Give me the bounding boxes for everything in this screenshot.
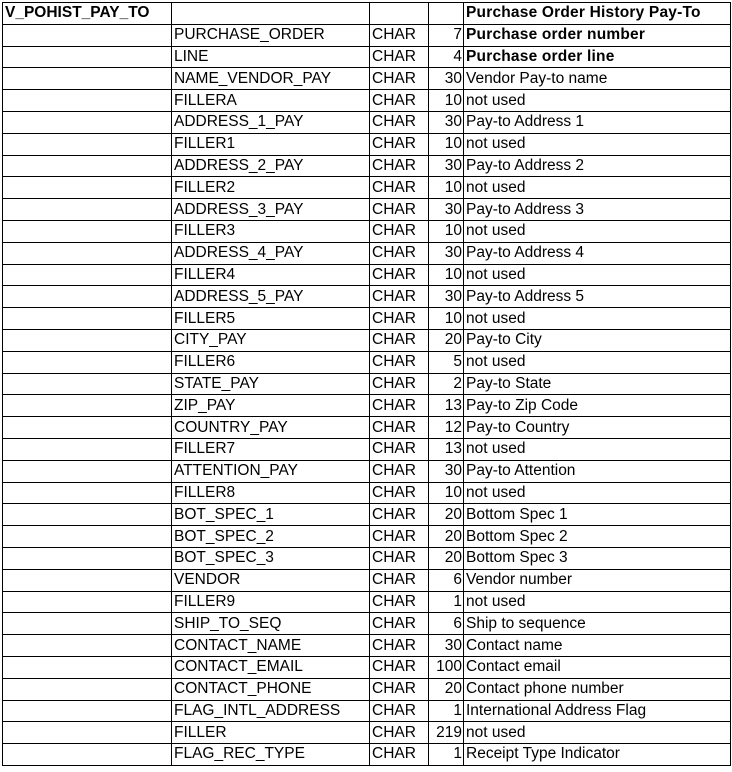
empty-key-cell — [3, 700, 172, 722]
table-row — [3, 286, 731, 308]
field-length-cell: 10 — [429, 264, 464, 286]
table-row — [3, 526, 731, 548]
table-row — [3, 90, 731, 112]
empty-key-cell — [3, 264, 172, 286]
field-description-cell: Pay-to Address 3 — [464, 199, 731, 221]
field-name-cell: COUNTRY_PAY — [172, 417, 370, 439]
empty-cell — [429, 3, 464, 25]
table-name-cell: V_POHIST_PAY_TO — [3, 3, 172, 25]
field-length-cell: 1 — [429, 700, 464, 722]
field-name-cell: FILLER1 — [172, 133, 370, 155]
field-type-cell: CHAR — [370, 177, 429, 199]
field-name-cell: FILLER4 — [172, 264, 370, 286]
table-row — [3, 220, 731, 242]
field-type-cell: CHAR — [370, 308, 429, 330]
field-type-cell: CHAR — [370, 68, 429, 90]
field-length-cell: 30 — [429, 111, 464, 133]
empty-cell — [172, 3, 370, 25]
field-name-cell: FILLER6 — [172, 351, 370, 373]
table-row — [3, 68, 731, 90]
field-description-cell: not used — [464, 308, 731, 330]
field-description-cell: Pay-to City — [464, 329, 731, 351]
table-row — [3, 744, 731, 766]
table-row — [3, 46, 731, 68]
field-name-cell: STATE_PAY — [172, 373, 370, 395]
field-type-cell: CHAR — [370, 678, 429, 700]
empty-key-cell — [3, 242, 172, 264]
field-type-cell: CHAR — [370, 24, 429, 46]
empty-key-cell — [3, 526, 172, 548]
table-row — [3, 329, 731, 351]
field-description-cell: Purchase order number — [464, 24, 731, 46]
field-type-cell: CHAR — [370, 482, 429, 504]
table-row — [3, 155, 731, 177]
field-length-cell: 13 — [429, 395, 464, 417]
empty-key-cell — [3, 656, 172, 678]
empty-key-cell — [3, 199, 172, 221]
empty-key-cell — [3, 155, 172, 177]
table-row — [3, 264, 731, 286]
field-type-cell: CHAR — [370, 504, 429, 526]
table-row — [3, 438, 731, 460]
field-type-cell: CHAR — [370, 744, 429, 766]
field-length-cell: 6 — [429, 569, 464, 591]
field-name-cell: ADDRESS_3_PAY — [172, 199, 370, 221]
field-description-cell: not used — [464, 438, 731, 460]
field-length-cell: 30 — [429, 635, 464, 657]
empty-key-cell — [3, 678, 172, 700]
field-type-cell: CHAR — [370, 700, 429, 722]
field-length-cell: 219 — [429, 722, 464, 744]
header-row — [3, 3, 731, 25]
table-row — [3, 133, 731, 155]
field-description-cell: Bottom Spec 1 — [464, 504, 731, 526]
field-type-cell: CHAR — [370, 111, 429, 133]
table-row — [3, 417, 731, 439]
field-description-cell: not used — [464, 351, 731, 373]
field-name-cell: NAME_VENDOR_PAY — [172, 68, 370, 90]
field-description-cell: not used — [464, 722, 731, 744]
field-length-cell: 10 — [429, 220, 464, 242]
empty-key-cell — [3, 395, 172, 417]
field-length-cell: 30 — [429, 242, 464, 264]
field-type-cell: CHAR — [370, 351, 429, 373]
field-description-cell: not used — [464, 482, 731, 504]
field-type-cell: CHAR — [370, 220, 429, 242]
field-type-cell: CHAR — [370, 133, 429, 155]
field-length-cell: 20 — [429, 678, 464, 700]
field-description-cell: Ship to sequence — [464, 613, 731, 635]
field-name-cell: FLAG_INTL_ADDRESS — [172, 700, 370, 722]
empty-key-cell — [3, 24, 172, 46]
field-type-cell: CHAR — [370, 656, 429, 678]
field-length-cell: 20 — [429, 526, 464, 548]
field-description-cell: International Address Flag — [464, 700, 731, 722]
empty-key-cell — [3, 417, 172, 439]
field-length-cell: 30 — [429, 199, 464, 221]
empty-cell — [370, 3, 429, 25]
empty-key-cell — [3, 373, 172, 395]
field-name-cell: ZIP_PAY — [172, 395, 370, 417]
field-length-cell: 10 — [429, 308, 464, 330]
empty-key-cell — [3, 351, 172, 373]
field-description-cell: Pay-to Address 1 — [464, 111, 731, 133]
field-description-cell: not used — [464, 220, 731, 242]
field-length-cell: 20 — [429, 329, 464, 351]
field-length-cell: 13 — [429, 438, 464, 460]
field-length-cell: 7 — [429, 24, 464, 46]
field-length-cell: 5 — [429, 351, 464, 373]
field-name-cell: FILLERA — [172, 90, 370, 112]
table-row — [3, 111, 731, 133]
empty-key-cell — [3, 744, 172, 766]
field-length-cell: 100 — [429, 656, 464, 678]
field-name-cell: BOT_SPEC_2 — [172, 526, 370, 548]
field-type-cell: CHAR — [370, 373, 429, 395]
field-description-cell: Pay-to State — [464, 373, 731, 395]
field-type-cell: CHAR — [370, 417, 429, 439]
field-description-cell: Bottom Spec 3 — [464, 547, 731, 569]
field-length-cell: 4 — [429, 46, 464, 68]
field-description-cell: Pay-to Zip Code — [464, 395, 731, 417]
field-description-cell: Contact name — [464, 635, 731, 657]
empty-key-cell — [3, 547, 172, 569]
field-type-cell: CHAR — [370, 438, 429, 460]
field-length-cell: 30 — [429, 155, 464, 177]
field-length-cell: 1 — [429, 744, 464, 766]
field-type-cell: CHAR — [370, 635, 429, 657]
field-name-cell: CONTACT_PHONE — [172, 678, 370, 700]
field-name-cell: FILLER2 — [172, 177, 370, 199]
field-description-cell: Contact email — [464, 656, 731, 678]
empty-key-cell — [3, 722, 172, 744]
field-name-cell: CONTACT_NAME — [172, 635, 370, 657]
field-description-cell: not used — [464, 264, 731, 286]
field-name-cell: FILLER5 — [172, 308, 370, 330]
field-length-cell: 30 — [429, 286, 464, 308]
empty-key-cell — [3, 90, 172, 112]
empty-key-cell — [3, 46, 172, 68]
field-length-cell: 10 — [429, 482, 464, 504]
field-description-cell: Contact phone number — [464, 678, 731, 700]
empty-key-cell — [3, 482, 172, 504]
field-description-cell: Pay-to Country — [464, 417, 731, 439]
field-name-cell: FILLER3 — [172, 220, 370, 242]
field-name-cell: CITY_PAY — [172, 329, 370, 351]
field-length-cell: 2 — [429, 373, 464, 395]
table-row — [3, 613, 731, 635]
field-name-cell: LINE — [172, 46, 370, 68]
table-row — [3, 482, 731, 504]
field-description-cell: not used — [464, 90, 731, 112]
field-name-cell: ATTENTION_PAY — [172, 460, 370, 482]
empty-key-cell — [3, 635, 172, 657]
field-type-cell: CHAR — [370, 395, 429, 417]
empty-key-cell — [3, 569, 172, 591]
table-row — [3, 547, 731, 569]
field-name-cell: PURCHASE_ORDER — [172, 24, 370, 46]
table-body — [3, 3, 731, 766]
table-row — [3, 569, 731, 591]
empty-key-cell — [3, 308, 172, 330]
field-name-cell: ADDRESS_1_PAY — [172, 111, 370, 133]
field-type-cell: CHAR — [370, 46, 429, 68]
empty-key-cell — [3, 329, 172, 351]
field-length-cell: 30 — [429, 460, 464, 482]
table-row — [3, 24, 731, 46]
empty-key-cell — [3, 504, 172, 526]
field-type-cell: CHAR — [370, 155, 429, 177]
field-length-cell: 12 — [429, 417, 464, 439]
table-row — [3, 460, 731, 482]
empty-key-cell — [3, 177, 172, 199]
table-row — [3, 656, 731, 678]
table-description-cell: Purchase Order History Pay-To — [464, 3, 731, 25]
field-definition-table — [2, 2, 731, 766]
field-name-cell: FILLER7 — [172, 438, 370, 460]
table-row — [3, 678, 731, 700]
field-type-cell: CHAR — [370, 613, 429, 635]
field-description-cell: not used — [464, 591, 731, 613]
field-type-cell: CHAR — [370, 264, 429, 286]
field-type-cell: CHAR — [370, 199, 429, 221]
table-row — [3, 591, 731, 613]
table-row — [3, 395, 731, 417]
table-row — [3, 722, 731, 744]
field-name-cell: ADDRESS_4_PAY — [172, 242, 370, 264]
field-description-cell: Vendor Pay-to name — [464, 68, 731, 90]
field-name-cell: ADDRESS_5_PAY — [172, 286, 370, 308]
field-type-cell: CHAR — [370, 90, 429, 112]
field-name-cell: ADDRESS_2_PAY — [172, 155, 370, 177]
field-name-cell: FLAG_REC_TYPE — [172, 744, 370, 766]
empty-key-cell — [3, 613, 172, 635]
field-description-cell: Pay-to Address 4 — [464, 242, 731, 264]
field-name-cell: FILLER8 — [172, 482, 370, 504]
table-row — [3, 308, 731, 330]
field-type-cell: CHAR — [370, 569, 429, 591]
field-type-cell: CHAR — [370, 242, 429, 264]
field-length-cell: 30 — [429, 68, 464, 90]
table-row — [3, 199, 731, 221]
empty-key-cell — [3, 286, 172, 308]
empty-key-cell — [3, 591, 172, 613]
field-description-cell: not used — [464, 177, 731, 199]
field-name-cell: FILLER9 — [172, 591, 370, 613]
table-row — [3, 373, 731, 395]
table-row — [3, 700, 731, 722]
field-type-cell: CHAR — [370, 329, 429, 351]
field-length-cell: 20 — [429, 504, 464, 526]
field-description-cell: Purchase order line — [464, 46, 731, 68]
field-length-cell: 10 — [429, 177, 464, 199]
field-length-cell: 10 — [429, 90, 464, 112]
empty-key-cell — [3, 460, 172, 482]
table-row — [3, 177, 731, 199]
empty-key-cell — [3, 438, 172, 460]
field-type-cell: CHAR — [370, 526, 429, 548]
table-row — [3, 635, 731, 657]
table-row — [3, 504, 731, 526]
field-length-cell: 6 — [429, 613, 464, 635]
field-type-cell: CHAR — [370, 722, 429, 744]
field-name-cell: SHIP_TO_SEQ — [172, 613, 370, 635]
field-length-cell: 20 — [429, 547, 464, 569]
field-name-cell: BOT_SPEC_3 — [172, 547, 370, 569]
field-name-cell: CONTACT_EMAIL — [172, 656, 370, 678]
field-type-cell: CHAR — [370, 591, 429, 613]
field-description-cell: Receipt Type Indicator — [464, 744, 731, 766]
table-row — [3, 351, 731, 373]
empty-key-cell — [3, 133, 172, 155]
field-description-cell: Vendor number — [464, 569, 731, 591]
field-description-cell: Pay-to Address 2 — [464, 155, 731, 177]
field-name-cell: FILLER — [172, 722, 370, 744]
field-description-cell: Pay-to Address 5 — [464, 286, 731, 308]
empty-key-cell — [3, 111, 172, 133]
field-name-cell: VENDOR — [172, 569, 370, 591]
field-description-cell: Bottom Spec 2 — [464, 526, 731, 548]
field-type-cell: CHAR — [370, 547, 429, 569]
empty-key-cell — [3, 68, 172, 90]
field-description-cell: Pay-to Attention — [464, 460, 731, 482]
field-name-cell: BOT_SPEC_1 — [172, 504, 370, 526]
table-row — [3, 242, 731, 264]
field-length-cell: 10 — [429, 133, 464, 155]
field-type-cell: CHAR — [370, 286, 429, 308]
field-length-cell: 1 — [429, 591, 464, 613]
field-description-cell: not used — [464, 133, 731, 155]
empty-key-cell — [3, 220, 172, 242]
field-type-cell: CHAR — [370, 460, 429, 482]
